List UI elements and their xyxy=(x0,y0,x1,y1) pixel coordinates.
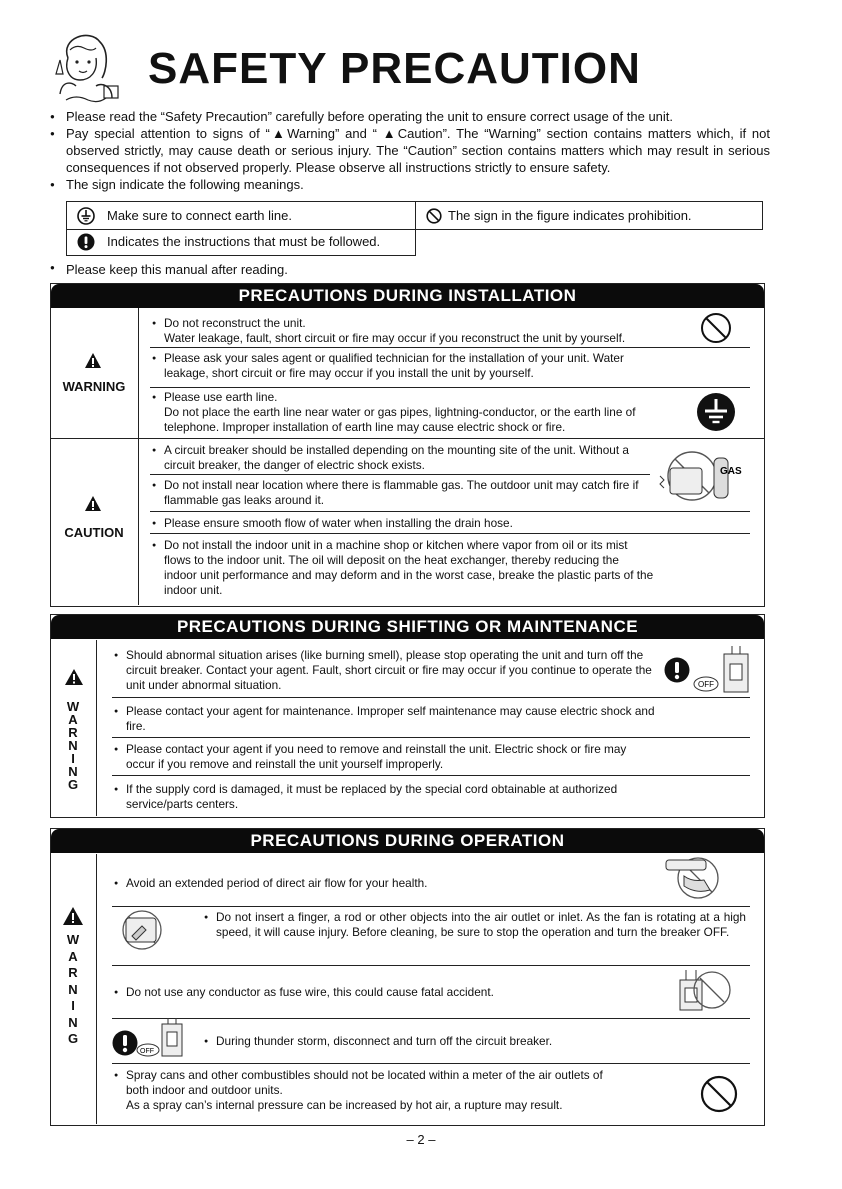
list-item: ● Avoid an extended period of direct air flow for your health. xyxy=(112,856,750,907)
page-number: – 2 – xyxy=(406,1132,436,1147)
off-label: OFF xyxy=(140,1048,154,1055)
list-item: ● Do not insert a finger, a rod or other objects into the air outlet or inlet. As the fan is rotating at a high speed, it will cause injury. Before cleaning, be sure to stop the operation and turn the breaker OFF. xyxy=(112,910,750,966)
airflow-illustration xyxy=(660,856,734,900)
legend-prohibit xyxy=(414,201,763,230)
divider xyxy=(96,640,97,816)
divider xyxy=(138,308,139,605)
mandatory-icon xyxy=(112,1030,138,1056)
list-item: ● A circuit breaker should be installed depending on the mounting site of the unit. Without a circuit breaker, the danger of electric shock exists. xyxy=(150,443,650,475)
list-item: ● Please ensure smooth flow of water when installing the drain hose. xyxy=(150,516,750,534)
legend-earth xyxy=(66,201,416,230)
prohibition-icon xyxy=(426,208,442,224)
fuse-wire-illustration xyxy=(666,970,736,1014)
warning-triangle-icon xyxy=(84,352,102,369)
gas-label: GAS xyxy=(720,466,742,477)
list-item: ● During thunder storm, disconnect and turn off the circuit breaker. xyxy=(112,1021,750,1064)
warning-triangle-icon xyxy=(62,906,84,926)
mascot-illustration xyxy=(46,28,124,106)
list-item: ● Please ask your sales agent or qualified technician for the installation of your unit. Water leakage, short circuit or fire may occur if you install the unit by yourself. xyxy=(150,351,750,388)
divider xyxy=(96,854,97,1124)
prohibition-icon xyxy=(700,1075,738,1113)
breaker-off-illustration xyxy=(692,646,754,698)
operation-header: PRECAUTIONS DURING OPERATION xyxy=(51,829,764,853)
list-item: ● Please contact your agent for maintenance. Improper self maintenance may cause electric shock and fire. xyxy=(112,704,750,738)
list-item: ● Do not use any conductor as fuse wire, this could cause fatal accident. xyxy=(112,968,750,1019)
page-title: SAFETY PRECAUTION xyxy=(148,44,641,93)
gas-prohibition-illustration xyxy=(656,444,750,508)
mandatory-icon xyxy=(664,657,690,683)
list-item: ● Do not install near location where there is flammable gas. The outdoor unit may catch fire if flammable gas leaks around it. xyxy=(150,478,750,512)
off-label: OFF xyxy=(698,680,714,689)
prohibition-icon xyxy=(700,312,732,344)
list-item: ● Please use earth line. Do not place the earth line near water or gas pipes, lightning-conductor, or the earth line of telephone. Improper installation of earth line may cause electric shock or fire. xyxy=(150,390,750,437)
intro-text xyxy=(48,108,770,193)
intro-item: ● The sign indicate the following meanings. xyxy=(48,176,770,193)
intro-item: ● Please read the “Safety Precaution” carefully before operating the unit to ensure correct usage of the unit. xyxy=(48,108,770,125)
warning-vertical-label: W A R N I N G xyxy=(66,932,80,1046)
warning-triangle-icon xyxy=(64,668,84,686)
warning-vertical-label: W A R N I N G xyxy=(66,699,80,792)
installation-header: PRECAUTIONS DURING INSTALLATION xyxy=(51,284,764,308)
legend-mandatory-text: Indicates the instructions that must be followed. xyxy=(107,234,381,249)
finger-fan-illustration xyxy=(112,908,172,952)
keep-manual-note: ● Please keep this manual after reading. xyxy=(48,262,288,277)
legend-earth-text: Make sure to connect earth line. xyxy=(107,208,292,223)
earth-icon xyxy=(696,392,736,432)
list-item: ● Do not reconstruct the unit. Water leakage, fault, short circuit or fire may occur if you reconstruct the unit by yourself. xyxy=(150,316,750,348)
mandatory-icon xyxy=(77,233,95,251)
caution-label: CAUTION xyxy=(64,525,124,540)
list-item: ● Spray cans and other combustibles should not be located within a meter of the air outlets of both indoor and outdoor units. As a spray can’s internal pressure can be increased by hot air, a rupture may result. xyxy=(112,1068,750,1122)
list-item: ● Please contact your agent if you need to remove and reinstall the unit. Electric shock or fire may occur if you remove and reinstall the unit yourself improperly. xyxy=(112,742,750,776)
breaker-off-illustration xyxy=(136,1018,192,1060)
list-item: ● Do not install the indoor unit in a machine shop or kitchen where vapor from oil or its mist flows to the indoor unit. The oil will deposit on the heat exchanger, thereby reducing the indoor unit performance and may deform and in the worst case, breake the plastic parts of the indoor unit. xyxy=(150,538,750,602)
earth-icon xyxy=(77,207,95,225)
warning-triangle-icon xyxy=(84,495,102,512)
list-item: ● Should abnormal situation arises (like burning smell), please stop operating the unit and turn off the circuit breaker. Contact your agent. Fault, short circuit or fire may occur if you continue to operate the unit under abnormal situation. xyxy=(112,648,750,698)
warning-label: WARNING xyxy=(62,379,126,394)
intro-item: ● Pay special attention to signs of “▲Warning” and “ ▲Caution”. The “Warning” section contains matters which, if not observed strictly, may cause death or serious injury. The “Caution” section contains matters which may result in serious consequences if not observed properly. Please observe all instructions strictly to ensure safety. xyxy=(48,125,770,176)
legend-mandatory xyxy=(66,228,416,256)
list-item: ● If the supply cord is damaged, it must be replaced by the special cord obtainable at authorized service/parts centers. xyxy=(112,782,750,815)
legend-prohibit-text: The sign in the figure indicates prohibition. xyxy=(448,208,692,223)
divider xyxy=(50,438,765,439)
shifting-header: PRECAUTIONS DURING SHIFTING OR MAINTENANCE xyxy=(51,615,764,639)
